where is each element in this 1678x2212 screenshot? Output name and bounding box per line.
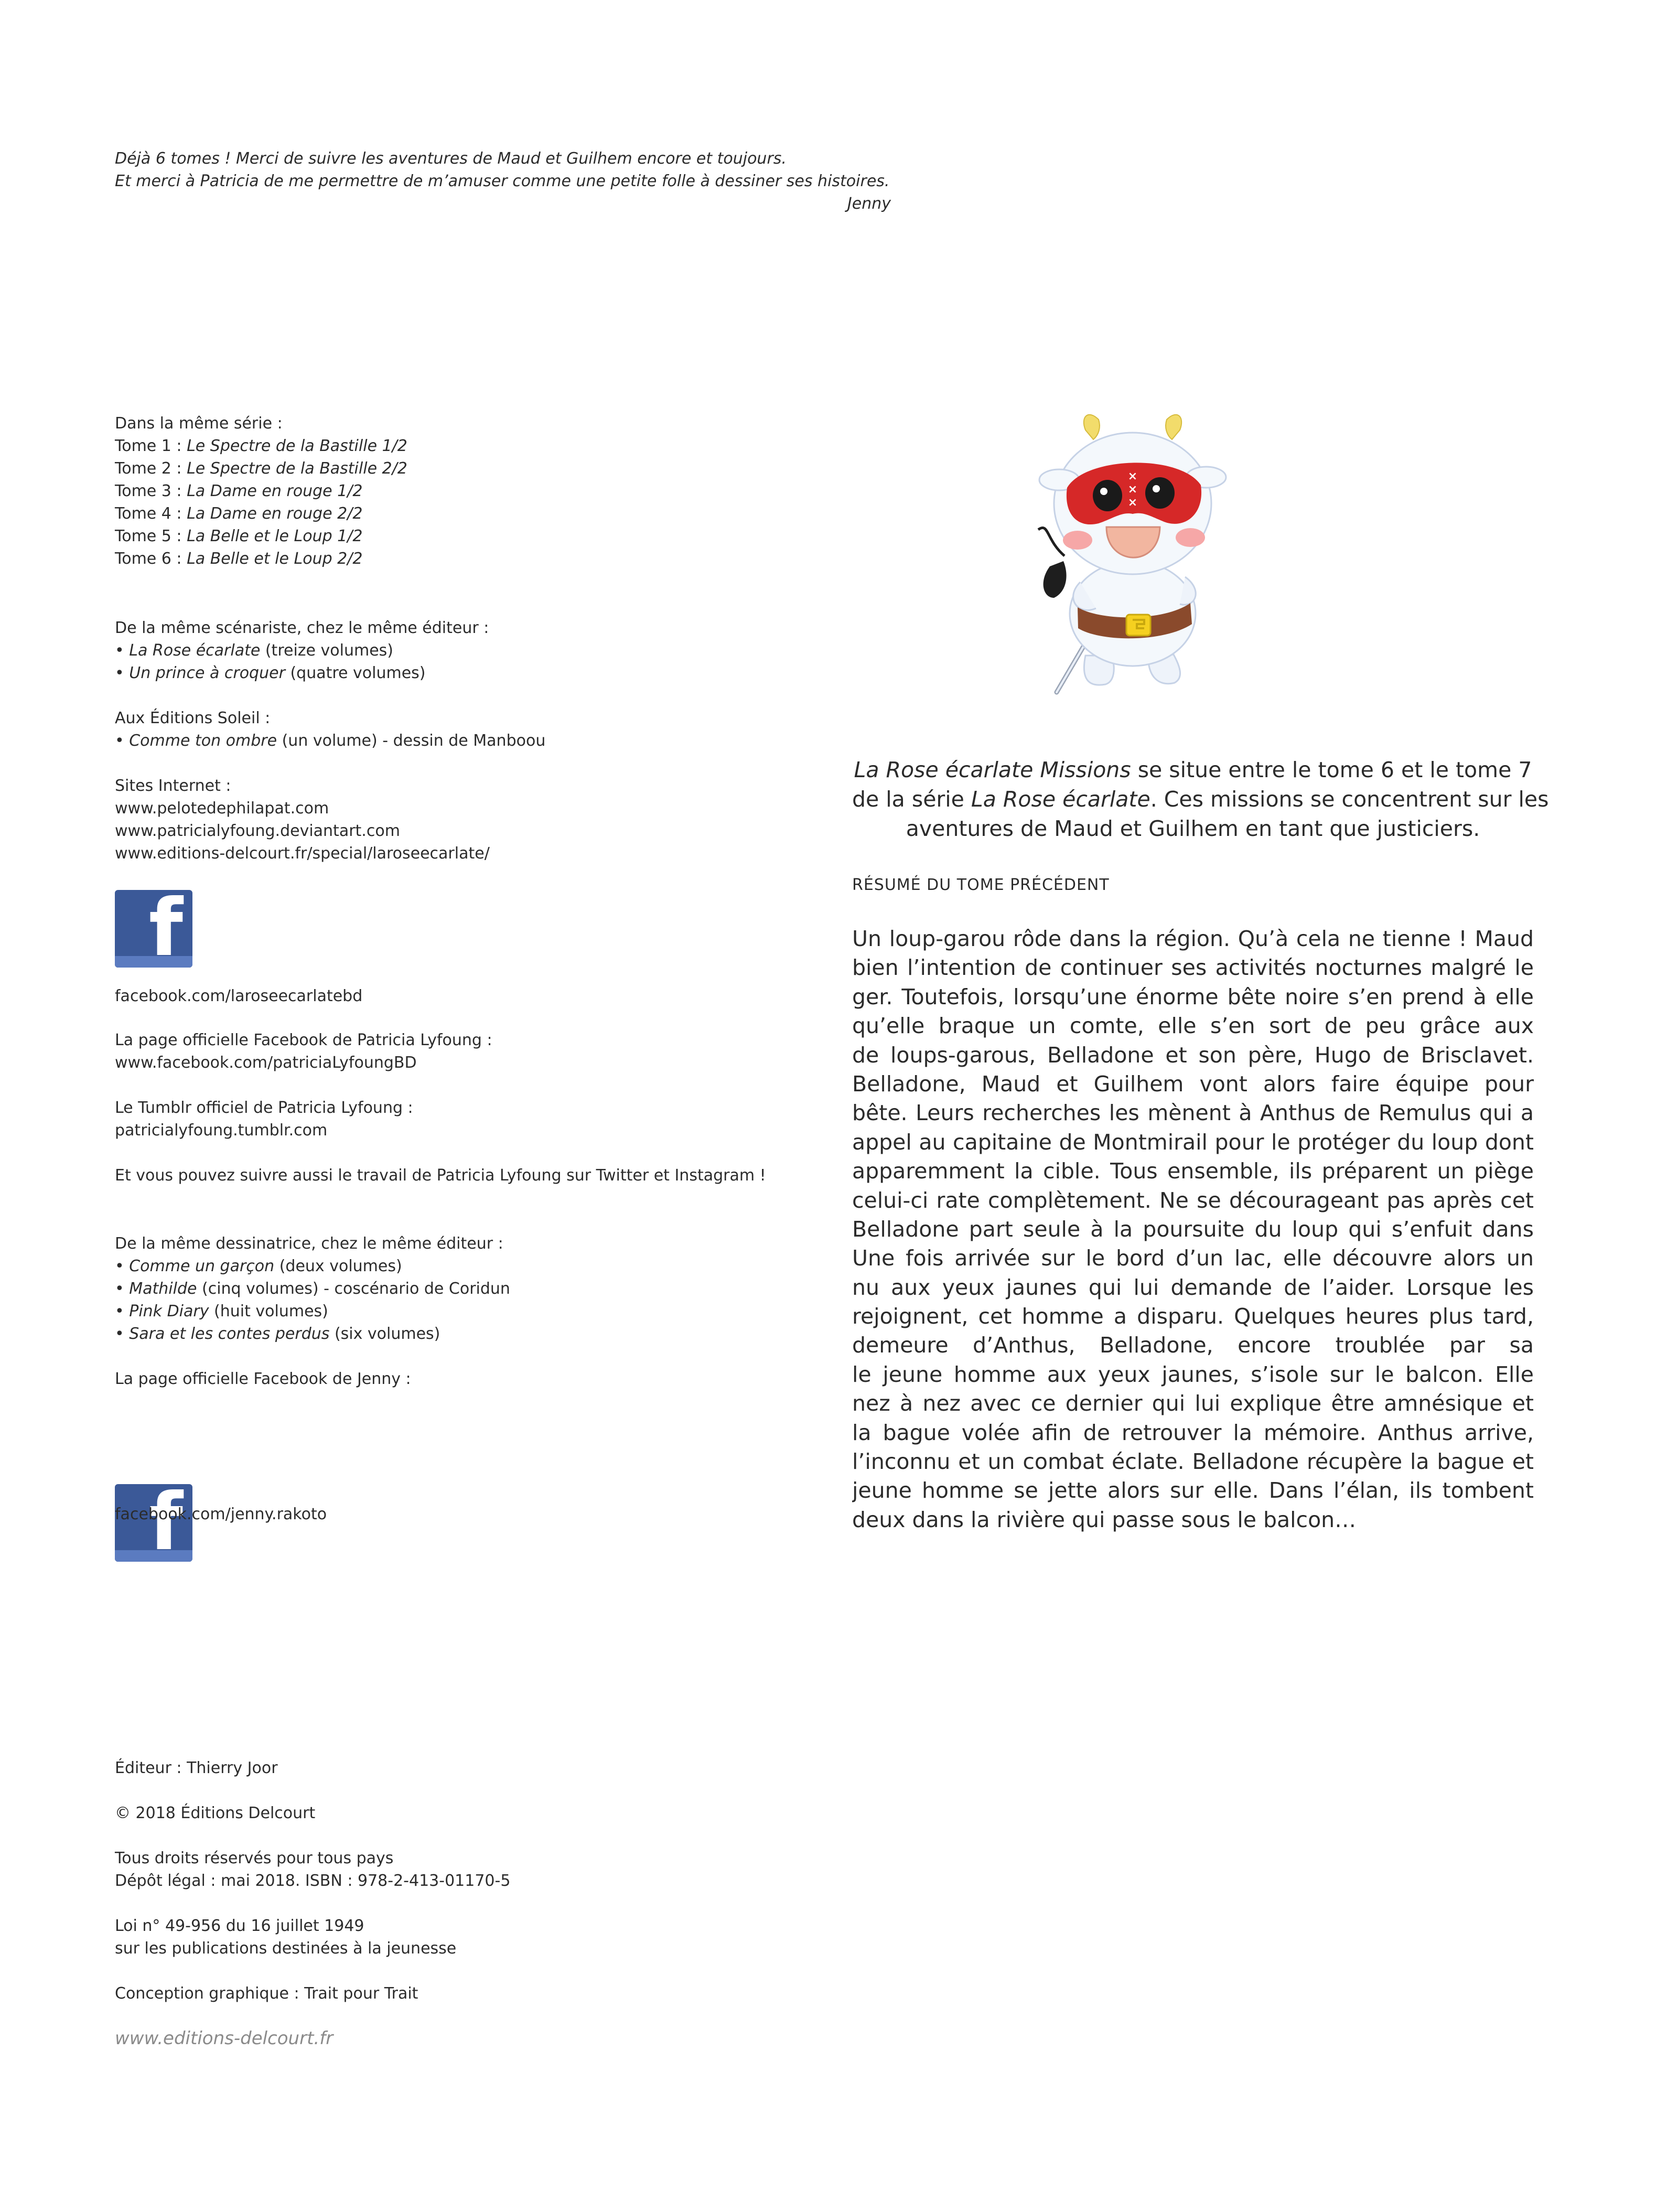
resume-line: demeure d’Anthus, Belladone, encore troublée par sa <box>852 1333 1534 1358</box>
series-tome: Tome 3 : La Dame en rouge 1/2 <box>115 482 363 500</box>
patricia-tumblr <box>115 1097 413 1142</box>
soleil-works <box>115 707 545 752</box>
resume-title: RÉSUMÉ DU TOME PRÉCÉDENT <box>852 876 1110 894</box>
resume-line: nez à nez avec ce dernier qui lui explique être amnésique et <box>852 1391 1534 1416</box>
masked-cow-mascot-illustration <box>1028 409 1248 703</box>
resume-line: jeune homme se jette alors sur elle. Dans l’élan, ils tombent <box>852 1478 1534 1504</box>
intro-line: La Rose écarlate Missions se situe entre le tome 6 et le tome 7 <box>854 757 1532 782</box>
illustrator-item: • Comme un garçon (deux volumes) <box>115 1257 402 1275</box>
soleil-item: • Comme ton ombre (un volume) - dessin de Manboou <box>115 732 546 750</box>
resume-line: la bague volée afin de retrouver la mémoire. Anthus arrive, <box>852 1420 1534 1445</box>
dedication-signature: Jenny <box>847 195 891 213</box>
site-link[interactable]: www.editions-delcourt.fr/special/laroseecarlate/ <box>115 844 490 863</box>
illustrator-item: • Mathilde (cinq volumes) - coscénario de Coridun <box>115 1280 510 1298</box>
resume-line: deux dans la rivière qui passe sous le balcon… <box>852 1507 1357 1532</box>
intro-line: de la série La Rose écarlate. Ces missions se concentrent sur les <box>852 787 1549 812</box>
resume-line: qu’elle braque un comte, elle s’en sort de peu grâce aux <box>852 1013 1534 1039</box>
publisher-website[interactable]: www.editions-delcourt.fr <box>115 2028 334 2049</box>
series-tome: Tome 5 : La Belle et le Loup 1/2 <box>115 527 363 545</box>
series-list <box>115 412 407 570</box>
scenarist-works <box>115 617 489 684</box>
site-link[interactable]: www.patricialyfoung.deviantart.com <box>115 822 400 840</box>
facebook-link-jenny[interactable]: facebook.com/jenny.rakoto <box>115 1505 327 1523</box>
patricia-facebook <box>115 1029 492 1074</box>
resume-line: Une fois arrivée sur le bord d’un lac, elle découvre alors un <box>852 1245 1534 1271</box>
resume-line: Belladone, Maud et Guilhem vont alors faire équipe pour <box>852 1071 1534 1097</box>
resume-line: appel au capitaine de Montmirail pour le protéger du loup dont <box>852 1129 1534 1155</box>
series-tome: Tome 1 : Le Spectre de la Bastille 1/2 <box>115 437 407 455</box>
dedication-line: Déjà 6 tomes ! Merci de suivre les aventures de Maud et Guilhem encore et toujours. <box>115 149 787 168</box>
jenny-facebook-heading: La page officielle Facebook de Jenny : <box>115 1370 411 1388</box>
imprint-legal-deposit: Dépôt légal : mai 2018. ISBN : 978-2-413-01170-5 <box>115 1872 511 1890</box>
websites <box>115 775 490 865</box>
facebook-icon[interactable]: f <box>115 1484 192 1562</box>
resume-line: Un loup-garou rôde dans la région. Qu’à cela ne tienne ! Maud <box>852 926 1534 951</box>
resume-text <box>852 925 1534 1534</box>
patricia-facebook-link[interactable]: www.facebook.com/patriciaLyfoungBD <box>115 1054 417 1072</box>
imprint-editor: Éditeur : Thierry Joor <box>115 1759 278 1777</box>
illustrator-heading: De la même dessinatrice, chez le même éditeur : <box>115 1234 503 1253</box>
scenarist-heading: De la même scénariste, chez le même éditeur : <box>115 619 489 637</box>
patricia-facebook-heading: La page officielle Facebook de Patricia Lyfoung : <box>115 1031 492 1049</box>
imprint-copyright: © 2018 Éditions Delcourt <box>115 1804 316 1822</box>
facebook-icon[interactable]: f <box>115 890 192 968</box>
series-tome: Tome 4 : La Dame en rouge 2/2 <box>115 504 363 523</box>
resume-line: nu aux yeux jaunes qui lui demande de l’aider. Lorsque les <box>852 1274 1534 1300</box>
resume-line: de loups-garous, Belladone et son père, Hugo de Brisclavet. <box>852 1042 1534 1068</box>
facebook-link-rose[interactable]: facebook.com/laroseecarlatebd <box>115 987 363 1005</box>
intro-line: aventures de Maud et Guilhem en tant que justiciers. <box>906 816 1480 841</box>
resume-line: apparemment la cible. Tous ensemble, ils préparent un piège <box>852 1158 1534 1184</box>
scenarist-item: • La Rose écarlate (treize volumes) <box>115 641 393 660</box>
site-link[interactable]: www.pelotedephilapat.com <box>115 799 329 818</box>
illustrator-item: • Sara et les contes perdus (six volumes) <box>115 1325 440 1343</box>
tumblr-link[interactable]: patricialyfoung.tumblr.com <box>115 1121 328 1140</box>
imprint-design: Conception graphique : Trait pour Trait <box>115 1984 418 2003</box>
svg-text:×: × <box>1127 470 1138 483</box>
series-tome: Tome 2 : Le Spectre de la Bastille 2/2 <box>115 459 407 478</box>
dedication-line: Et merci à Patricia de me permettre de m’amuser comme une petite folle à dessiner ses histoires. <box>115 172 890 190</box>
twitter-instagram-note: Et vous pouvez suivre aussi le travail de Patricia Lyfoung sur Twitter et Instagram ! <box>115 1166 766 1185</box>
resume-line: Belladone part seule à la poursuite du loup qui s’enfuit dans <box>852 1216 1534 1242</box>
svg-text:×: × <box>1127 483 1138 496</box>
resume-line: bien l’intention de continuer ses activités nocturnes malgré le <box>852 955 1534 981</box>
soleil-heading: Aux Éditions Soleil : <box>115 709 271 727</box>
imprint-law: sur les publications destinées à la jeunesse <box>115 1939 457 1958</box>
resume-line: rejoignent, cet homme a disparu. Quelques heures plus tard, <box>852 1304 1534 1329</box>
svg-text:×: × <box>1127 496 1138 509</box>
resume-line: bête. Leurs recherches les mènent à Anthus de Remulus qui a <box>852 1100 1534 1126</box>
dedication <box>115 147 891 215</box>
resume-line: ger. Toutefois, lorsqu’une énorme bête noire s’en prend à elle <box>852 984 1534 1010</box>
sites-heading: Sites Internet : <box>115 777 231 795</box>
missions-intro <box>852 755 1549 843</box>
series-tome: Tome 6 : La Belle et le Loup 2/2 <box>115 550 363 568</box>
resume-line: celui-ci rate complètement. Ne se décourageant pas après cet <box>852 1187 1534 1213</box>
series-heading: Dans la même série : <box>115 414 283 433</box>
scenarist-item: • Un prince à croquer (quatre volumes) <box>115 664 426 682</box>
imprint-rights: Tous droits réservés pour tous pays <box>115 1849 394 1867</box>
imprint-law: Loi n° 49-956 du 16 juillet 1949 <box>115 1917 364 1935</box>
tumblr-heading: Le Tumblr officiel de Patricia Lyfoung : <box>115 1099 413 1117</box>
resume-line: le jeune homme aux yeux jaunes, s’isole sur le balcon. Elle <box>852 1361 1534 1387</box>
imprint <box>115 1757 510 2050</box>
illustrator-item: • Pink Diary (huit volumes) <box>115 1302 328 1320</box>
resume-line: l’inconnu et un combat éclate. Belladone récupère la bague et <box>852 1449 1534 1475</box>
illustrator-works <box>115 1232 510 1345</box>
